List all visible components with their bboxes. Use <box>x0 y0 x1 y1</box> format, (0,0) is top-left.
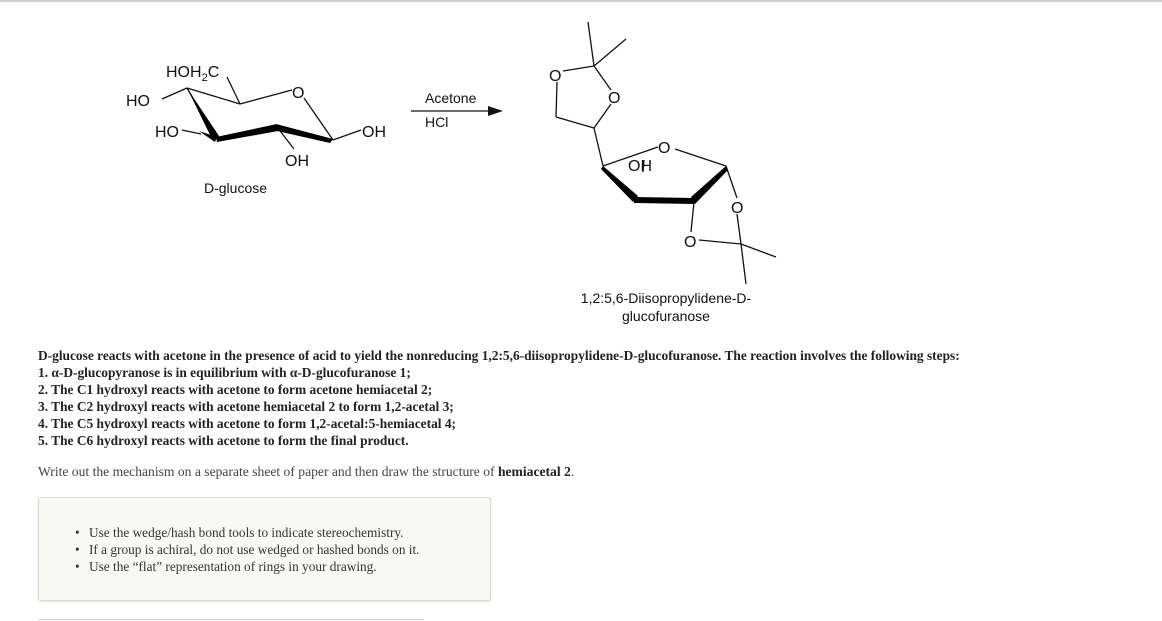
glucose-ho-c4: HO <box>126 93 150 110</box>
reagent-acetone: Acetone <box>425 90 477 106</box>
hoh2c-label: $HOH_2C$ <box>166 64 220 84</box>
problem-statement <box>38 347 1148 449</box>
bond-methyl-1 <box>588 22 594 66</box>
step-2: 2. The C1 hydroxyl reacts with acetone to form acetone hemiacetal 2; <box>38 382 433 397</box>
bond-c5-o <box>240 90 292 104</box>
bond-ho-c4 <box>162 88 187 99</box>
hint-list <box>89 524 420 575</box>
bond-o-cq2 <box>737 214 741 244</box>
glucose-ring-oxygen: O <box>292 85 305 102</box>
furanose-ring-oxygen: O <box>658 140 671 157</box>
glucose-oh-c1: OH <box>362 124 386 141</box>
bond-methyl-2 <box>594 39 626 66</box>
bond-o-c2 <box>691 202 694 232</box>
bond-c1-o <box>726 166 737 198</box>
bold-bond-c3-c2 <box>216 124 278 142</box>
bond-c6-o1 <box>556 82 557 117</box>
dioxolane-oxygen-1: O <box>549 68 562 85</box>
hint-item: • Use the “flat” representation of rings in your drawing. <box>89 558 420 575</box>
glucose-oh-c2: OH <box>285 153 309 170</box>
product-bold-bonds <box>601 166 728 204</box>
step-3: 3. The C2 hydroxyl reacts with acetone hemiacetal 2 to form 1,2-acetal 3; <box>38 399 454 414</box>
product-name-line2: glucofuranose <box>622 308 710 324</box>
bond-o1-cq <box>563 66 594 71</box>
step-5: 5. The C6 hydroxyl reacts with acetone to form the final product. <box>38 433 409 448</box>
bond-o-c1 <box>675 149 726 166</box>
instruction-suffix: . <box>570 464 575 479</box>
bond-ho-c3 <box>182 130 201 134</box>
bond-methyl-3 <box>741 244 776 257</box>
bottom-divider <box>38 619 424 620</box>
bond-c5-c6 <box>227 77 240 104</box>
bond-methyl-4 <box>741 244 746 284</box>
acetal-oxygen-2: O <box>684 234 697 251</box>
dioxolane-oxygen-2: O <box>608 90 621 107</box>
bond-c5-c4 <box>594 128 603 166</box>
product-name-line1: 1,2:5,6-Diisopropylidene-D- <box>580 290 752 306</box>
bond-c5-c6 <box>556 117 594 128</box>
bold-bond-c3-c2 <box>634 197 694 204</box>
glucose-name: D-glucose <box>204 180 268 196</box>
reagent-hcl: HCl <box>425 114 449 130</box>
hint-item: • Use the wedge/hash bond tools to indicate stereochemistry. <box>89 524 420 541</box>
hint-box <box>38 497 491 601</box>
glucose-ho-c3: HO <box>155 124 179 141</box>
instruction-text: Write out the mechanism on a separate sheet of paper and then draw the structure of <box>38 464 498 479</box>
problem-intro: D-glucose reacts with acetone in the presence of acid to yield the nonreducing 1,2:5,6-diisopropylidene-D-glucofuranose. The reaction involves the following steps: <box>38 348 960 363</box>
wedge-c2-c1 <box>691 166 728 204</box>
hint-item: • If a group is achiral, do not use wedged or hashed bonds on it. <box>89 541 420 558</box>
glucose-bold-bonds <box>187 88 333 143</box>
bond-c1-oh <box>333 130 361 140</box>
glucose-structure <box>162 77 361 149</box>
instruction-emphasis: hemiacetal 2 <box>497 464 571 479</box>
bond-cq-o2 <box>594 66 611 90</box>
step-1: 1. α-D-glucopyranose is in equilibrium with α-D-glucofuranose 1; <box>38 365 411 380</box>
question-instruction <box>38 464 574 480</box>
bond-cq2-o <box>699 240 741 244</box>
product-oh: OH <box>628 158 652 175</box>
acetal-oxygen-1: O <box>731 200 744 217</box>
step-4: 4. The C5 hydroxyl reacts with acetone to form 1,2-acetal:5-hemiacetal 4; <box>38 416 456 431</box>
bond-o2-c5 <box>594 104 611 128</box>
